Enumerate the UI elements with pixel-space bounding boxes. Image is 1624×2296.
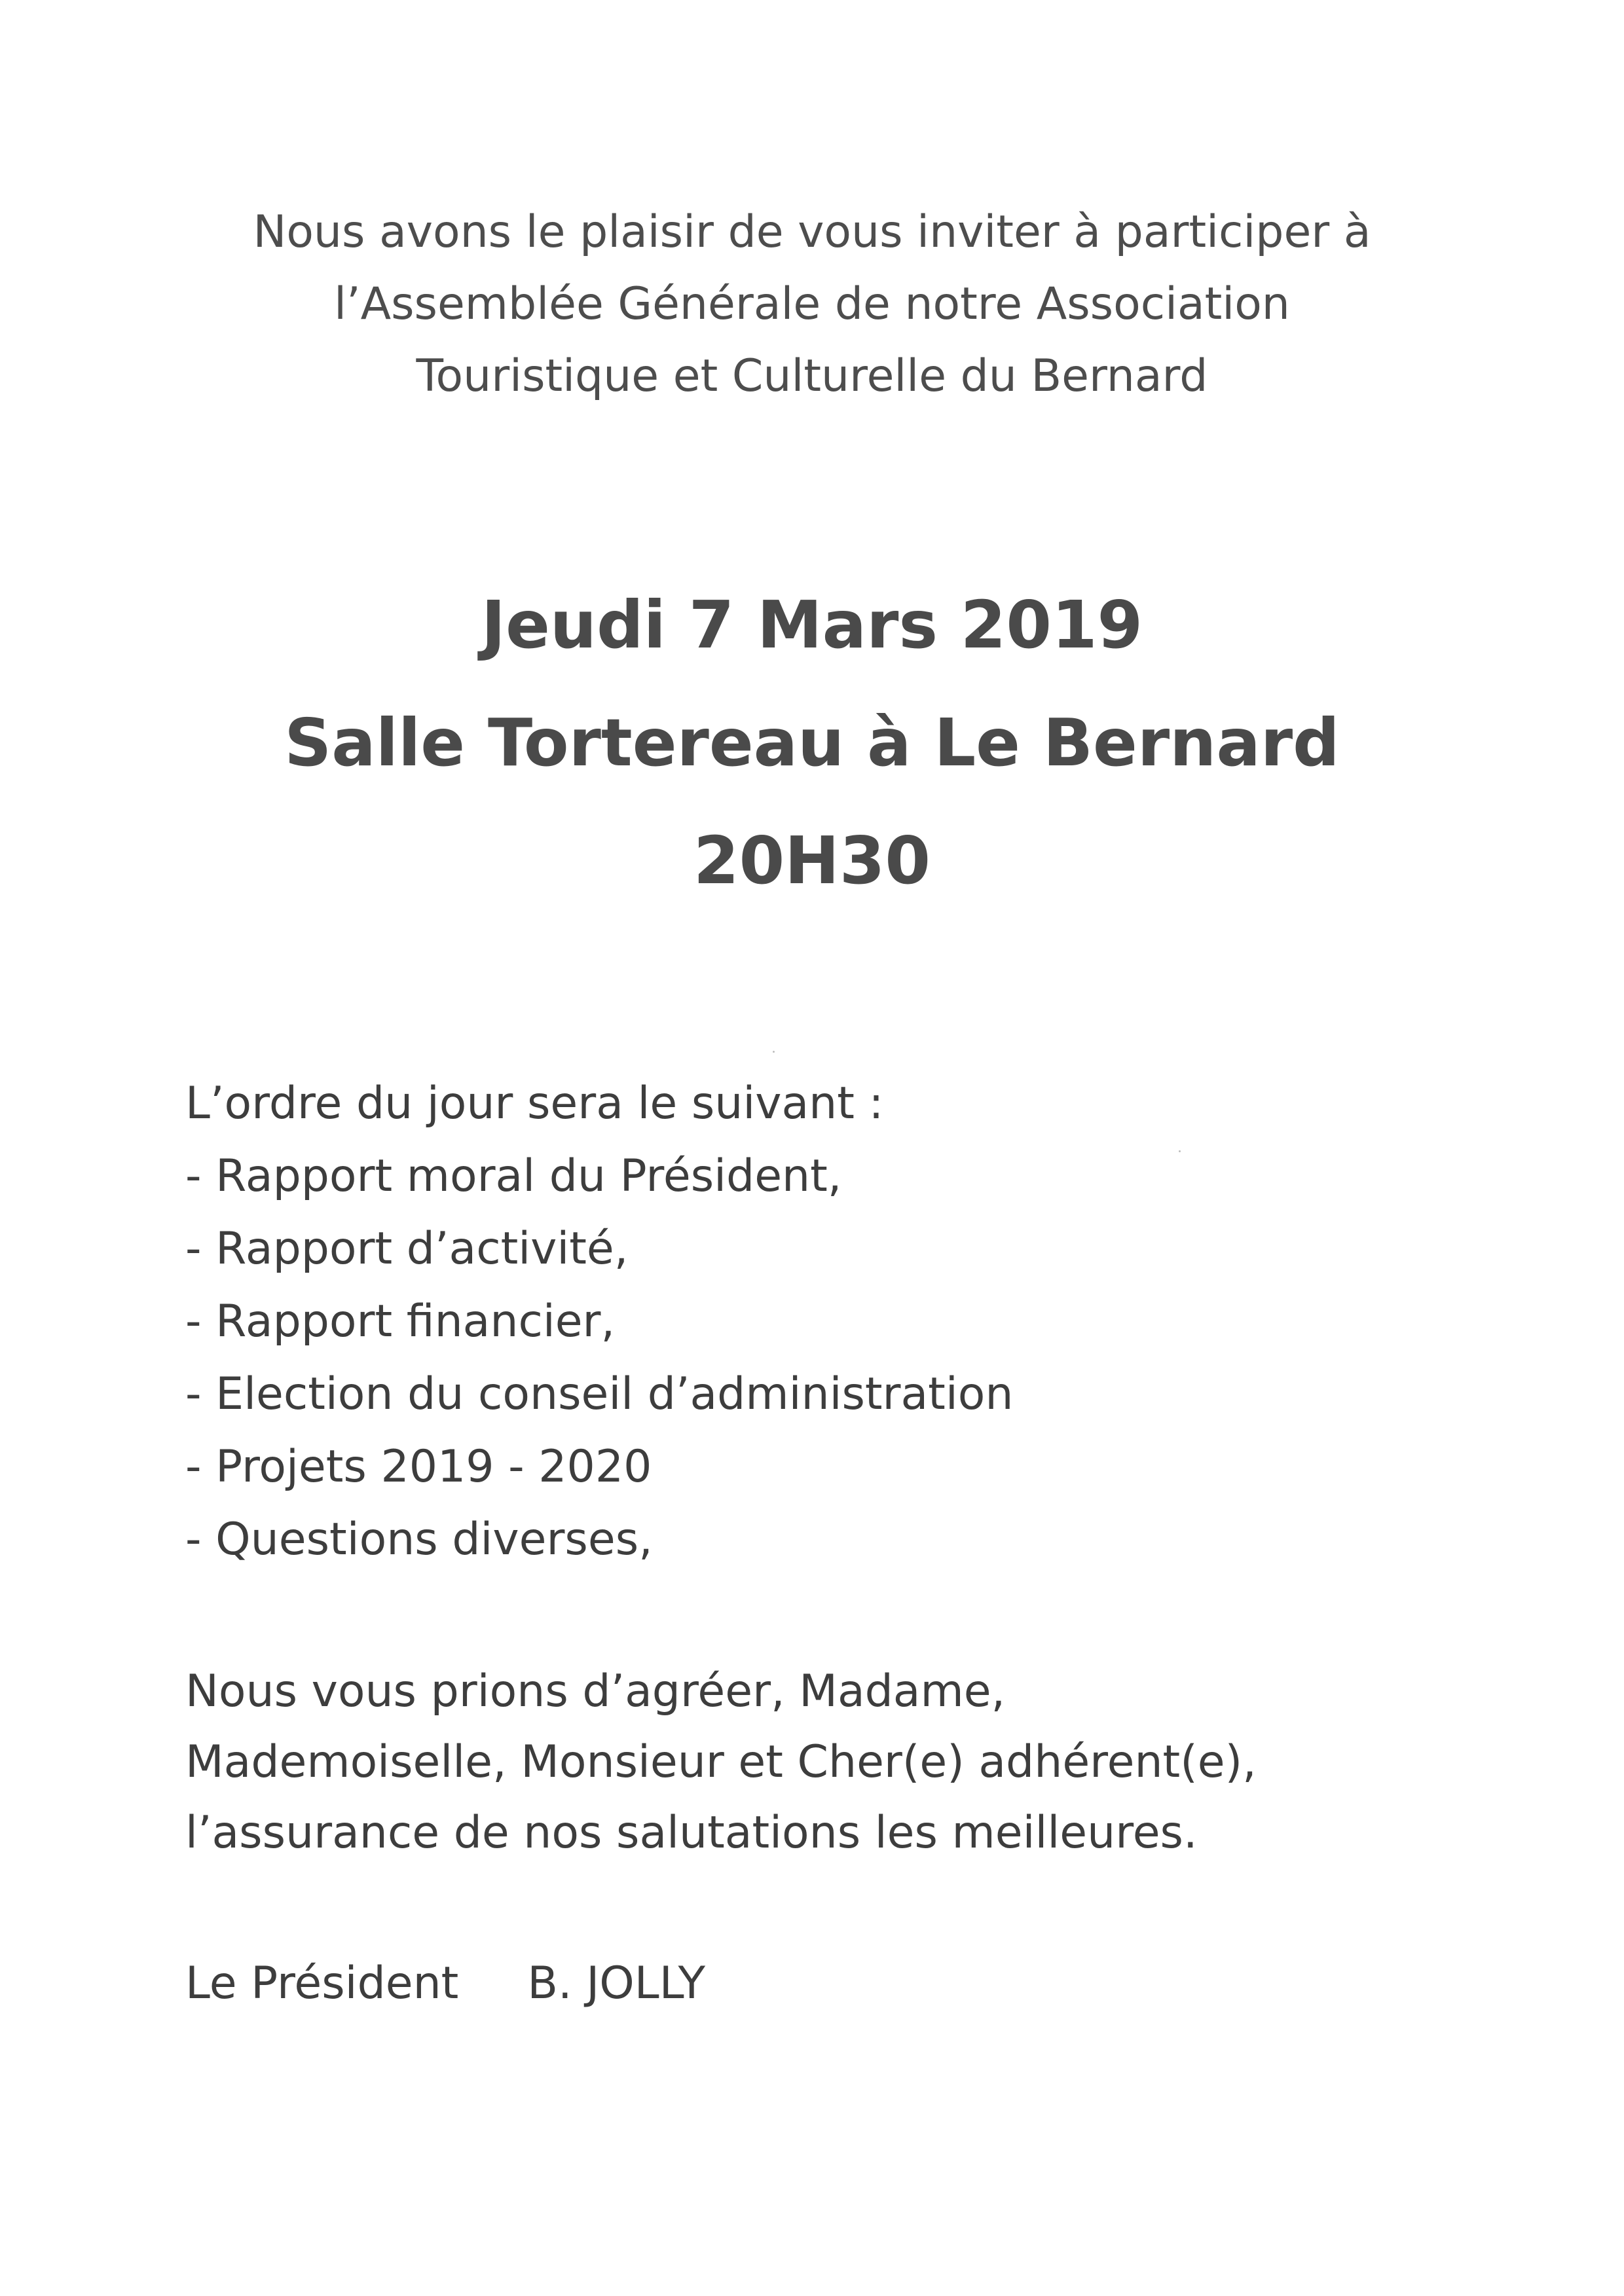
intro-line-1: Nous avons le plaisir de vous inviter à participer à — [253, 206, 1371, 258]
closing-line-2: Mademoiselle, Monsieur et Cher(e) adhérent(e), — [185, 1736, 1257, 1788]
closing-paragraph — [185, 1656, 1495, 1868]
agenda-heading: L’ordre du jour sera le suivant : — [185, 1078, 884, 1129]
signature — [185, 1951, 705, 2016]
event-time: 20H30 — [693, 822, 931, 899]
signature-name: B. JOLLY — [527, 1958, 706, 2009]
event-date: Jeudi 7 Mars 2019 — [481, 587, 1143, 663]
event-details — [0, 566, 1624, 920]
closing-line-3: l’assurance de nos salutations les meilleures. — [185, 1807, 1198, 1859]
scan-speck — [773, 1051, 775, 1053]
scan-speck — [1179, 1150, 1181, 1152]
signature-title: Le Président — [185, 1958, 459, 2009]
agenda-item: - Rapport d’activité, — [185, 1223, 629, 1275]
closing-line-1: Nous vous prions d’agréer, Madame, — [185, 1666, 1006, 1717]
intro-line-2: l’Assemblée Générale de notre Association — [334, 278, 1290, 330]
agenda — [185, 1067, 1495, 1576]
agenda-item: - Rapport financier, — [185, 1296, 616, 1347]
agenda-item: - Projets 2019 - 2020 — [185, 1441, 652, 1493]
event-place: Salle Tortereau à Le Bernard — [284, 704, 1340, 781]
intro-line-3: Touristique et Culturelle du Bernard — [416, 350, 1208, 402]
agenda-item: - Rapport moral du Président, — [185, 1150, 842, 1202]
agenda-item: - Election du conseil d’administration — [185, 1368, 1014, 1420]
agenda-item: - Questions diverses, — [185, 1514, 653, 1565]
intro-paragraph — [0, 196, 1624, 412]
